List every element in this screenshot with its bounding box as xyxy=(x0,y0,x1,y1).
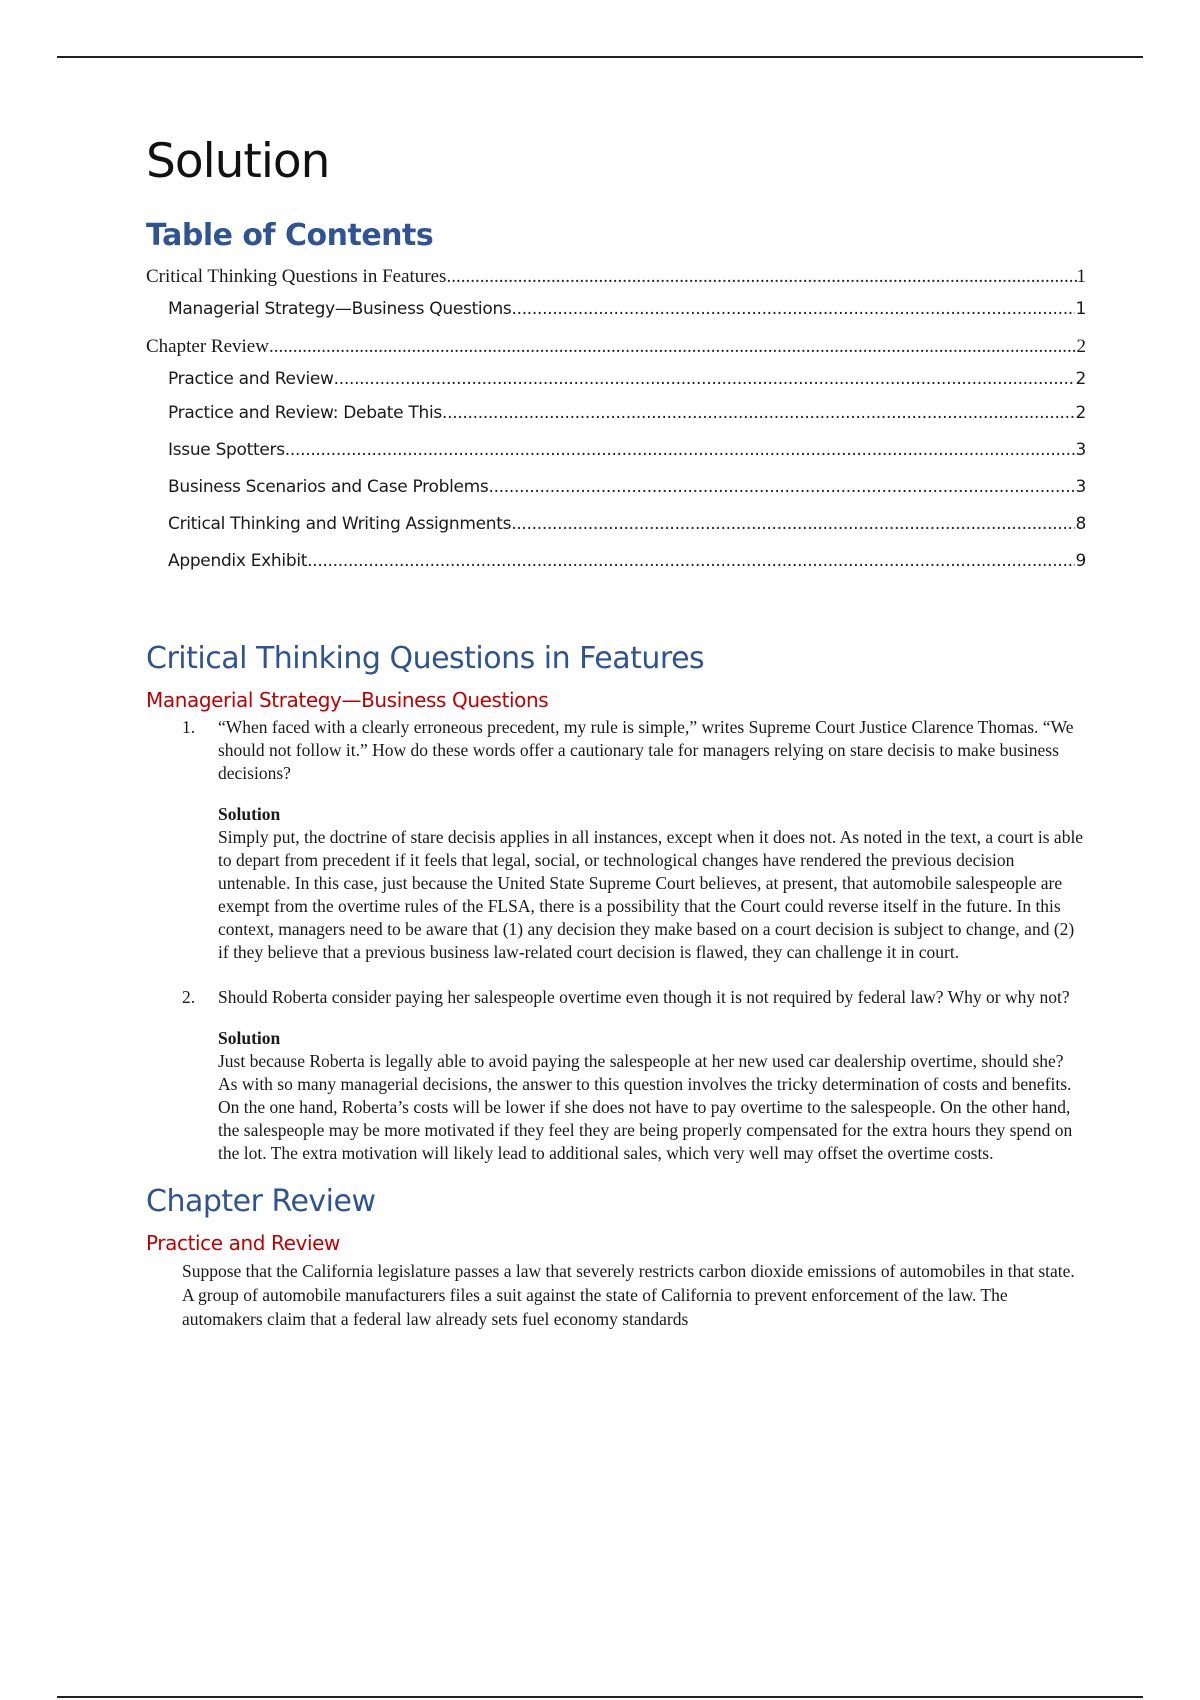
toc-entry-text: Managerial Strategy—Business Questions xyxy=(168,299,512,319)
subheading-practice-review: Practice and Review xyxy=(146,1231,340,1255)
footer-rule xyxy=(57,1696,1143,1698)
toc-entry-text: Business Scenarios and Case Problems xyxy=(168,477,489,497)
solution-label: Solution xyxy=(218,1028,281,1048)
toc-entry-text: Chapter Review xyxy=(146,336,269,357)
toc-heading: Table of Contents xyxy=(146,218,434,253)
table-of-contents xyxy=(146,261,1086,580)
toc-entry-page: 2 xyxy=(1075,369,1086,389)
toc-entry-text: Appendix Exhibit xyxy=(168,551,308,571)
question-number: 2. xyxy=(182,987,196,1007)
toc-entry-page: 1 xyxy=(1075,299,1086,319)
toc-entry-appendix-exhibit[interactable] xyxy=(146,543,1086,580)
subheading-managerial-strategy: Managerial Strategy—Business Questions xyxy=(146,688,549,712)
toc-entry-text: Issue Spotters xyxy=(168,440,285,460)
question-number: 1. xyxy=(182,717,196,737)
header-rule xyxy=(57,56,1143,58)
solution-text: Simply put, the doctrine of stare decisis applies in all instances, except when it does not. As noted in the text, a court is able to depart from precedent if it feels that legal, social, or technological changes have rendered the previous decision untenable. In this case, just because the United State Supreme Court believes, at present, that automobile salespeople are exempt from the overtime rules of the FLSA, there is a possibility that the Court could reverse itself in the future. In this context, managers need to be aware that (1) any decision they make based on a court decision is subject to change, and (2) if they believe that a previous business law-related court decision is flawed, they can challenge it in court. xyxy=(218,827,1084,962)
document-page xyxy=(146,134,1086,1331)
toc-entry-text: Critical Thinking Questions in Features xyxy=(146,266,447,287)
toc-entry-writing-assignments[interactable] xyxy=(146,506,1086,543)
document-title: Solution xyxy=(146,134,330,189)
question-text: Should Roberta consider paying her salespeople overtime even though it is not required by federal law? Why or why not? xyxy=(218,987,1070,1007)
toc-entry-page: 2 xyxy=(1076,336,1086,357)
question-list xyxy=(146,716,1086,1165)
toc-entry-critical-thinking[interactable] xyxy=(146,261,1086,293)
toc-entry-managerial-strategy[interactable] xyxy=(146,293,1086,325)
toc-entry-text: Critical Thinking and Writing Assignments xyxy=(168,514,512,534)
question-text: “When faced with a clearly erroneous precedent, my rule is simple,” writes Supreme Court Justice Clarence Thomas. “We should not follow it.” How do these words offer a cautionary tale for managers relying on stare decisis to make business decisions? xyxy=(218,717,1074,783)
toc-entry-page: 3 xyxy=(1075,477,1086,497)
review-paragraph: Suppose that the California legislature passes a law that severely restricts carbon dioxide emissions of automobiles in that state. A group of automobile manufacturers files a suit against the state of California to prevent enforcement of the law. The automakers claim that a federal law already sets fuel economy standards xyxy=(182,1261,1075,1329)
toc-entry-practice-review[interactable] xyxy=(146,363,1086,395)
solution-label: Solution xyxy=(218,804,281,824)
toc-entry-page: 1 xyxy=(1076,266,1086,287)
toc-entry-debate-this[interactable] xyxy=(146,395,1086,432)
toc-entry-page: 8 xyxy=(1075,514,1086,534)
solution-text: Just because Roberta is legally able to avoid paying the salespeople at her new used car dealership overtime, should she? As with so many managerial decisions, the answer to this question involves the tricky determination of costs and benefits. On the one hand, Roberta’s costs will be lower if she does not have to pay overtime to the salespeople. On the other hand, the salespeople may be more motivated if they feel they are being properly compensated for the extra hours they spend on the lot. The extra motivation will likely lead to additional sales, which very well may offset the overtime costs. xyxy=(218,1051,1073,1163)
toc-entry-page: 2 xyxy=(1075,403,1086,423)
section-heading-critical-thinking: Critical Thinking Questions in Features xyxy=(146,641,705,676)
toc-entry-text: Practice and Review: Debate This xyxy=(168,403,442,423)
toc-entry-chapter-review[interactable] xyxy=(146,331,1086,363)
toc-entry-text: Practice and Review xyxy=(168,369,334,389)
question-item xyxy=(146,716,1086,964)
toc-entry-page: 3 xyxy=(1075,440,1086,460)
section-heading-chapter-review: Chapter Review xyxy=(146,1184,376,1219)
toc-entry-issue-spotters[interactable] xyxy=(146,432,1086,469)
toc-entry-business-scenarios[interactable] xyxy=(146,469,1086,506)
question-item xyxy=(146,986,1086,1165)
toc-entry-page: 9 xyxy=(1075,551,1086,571)
